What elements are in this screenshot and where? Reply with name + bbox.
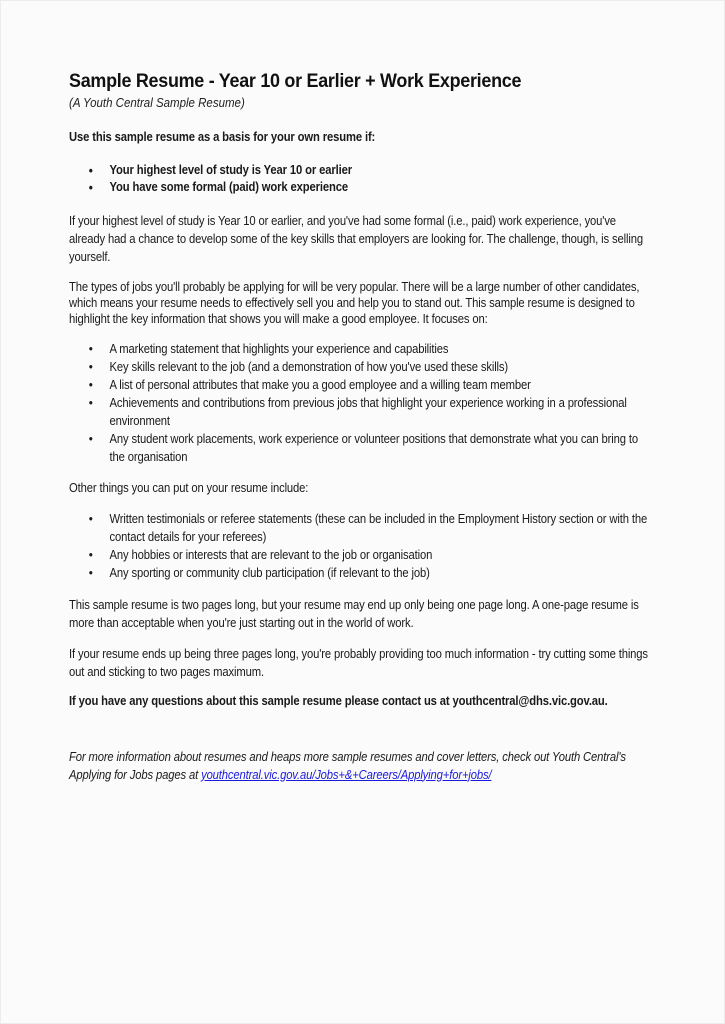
paragraph-job-types: The types of jobs you'll probably be applying for will be very popular. There will be a large number of other candidates, which means your resume needs to effectively sell you and help you to stand out. This sample resume is designed to highlight the key information that shows you will make a good employee. It focuses on: bbox=[69, 279, 640, 326]
focus-list bbox=[69, 340, 654, 466]
paragraph-three-pages: If your resume ends up being three pages long, you're probably providing too much information - try cutting some things out and sticking to two pages maximum. bbox=[69, 647, 648, 679]
list-item: • Any hobbies or interests that are relevant to the job or organisation bbox=[69, 546, 654, 564]
list-item: • Key skills relevant to the job (and a demonstration of how you've used these skills) bbox=[69, 358, 654, 376]
list-item: • Any sporting or community club participation (if relevant to the job) bbox=[69, 564, 654, 582]
list-item: • Written testimonials or referee statements (these can be included in the Employment History section or with the contact details for your referees) bbox=[69, 510, 654, 546]
paragraph-page-length: This sample resume is two pages long, but your resume may end up only being one page long. A one-page resume is more than acceptable when you're just starting out in the world of work. bbox=[69, 598, 639, 630]
other-things-list bbox=[69, 510, 654, 582]
document-title: Sample Resume - Year 10 or Earlier + Work Experience bbox=[69, 70, 522, 92]
contact-statement: If you have any questions about this sample resume please contact us at youthcentral@dhs.vic.gov.au. bbox=[69, 694, 608, 708]
document-subtitle: (A Youth Central Sample Resume) bbox=[69, 96, 245, 110]
other-things-heading: Other things you can put on your resume include: bbox=[69, 480, 309, 495]
list-item: • Any student work placements, work experience or volunteer positions that demonstrate what you can bring to the organisation bbox=[69, 430, 654, 466]
requirements-list bbox=[69, 162, 654, 197]
list-item: • Achievements and contributions from previous jobs that highlight your experience working in a professional environment bbox=[69, 394, 654, 430]
more-info-paragraph bbox=[69, 748, 654, 784]
document-content bbox=[69, 69, 659, 784]
more-info-text: For more information about resumes and heaps more sample resumes and cover letters, check out Youth Central's Applying for Jobs pages at bbox=[69, 749, 626, 782]
list-item: • A marketing statement that highlights your experience and capabilities bbox=[69, 340, 654, 358]
list-item: • A list of personal attributes that make you a good employee and a willing team member bbox=[69, 376, 654, 394]
intro-heading: Use this sample resume as a basis for your own resume if: bbox=[69, 130, 376, 144]
list-item: • You have some formal (paid) work experience bbox=[69, 179, 654, 197]
applying-for-jobs-link[interactable]: youthcentral.vic.gov.au/Jobs+&+Careers/Applying+for+jobs/ bbox=[201, 767, 492, 782]
list-item: • Your highest level of study is Year 10 or earlier bbox=[69, 162, 654, 180]
paragraph-study-level: If your highest level of study is Year 10 or earlier, and you've had some formal (i.e., paid) work experience, you've already had a chance to develop some of the key skills that employers are looking for. The challenge, though, is selling yourself. bbox=[69, 213, 643, 264]
